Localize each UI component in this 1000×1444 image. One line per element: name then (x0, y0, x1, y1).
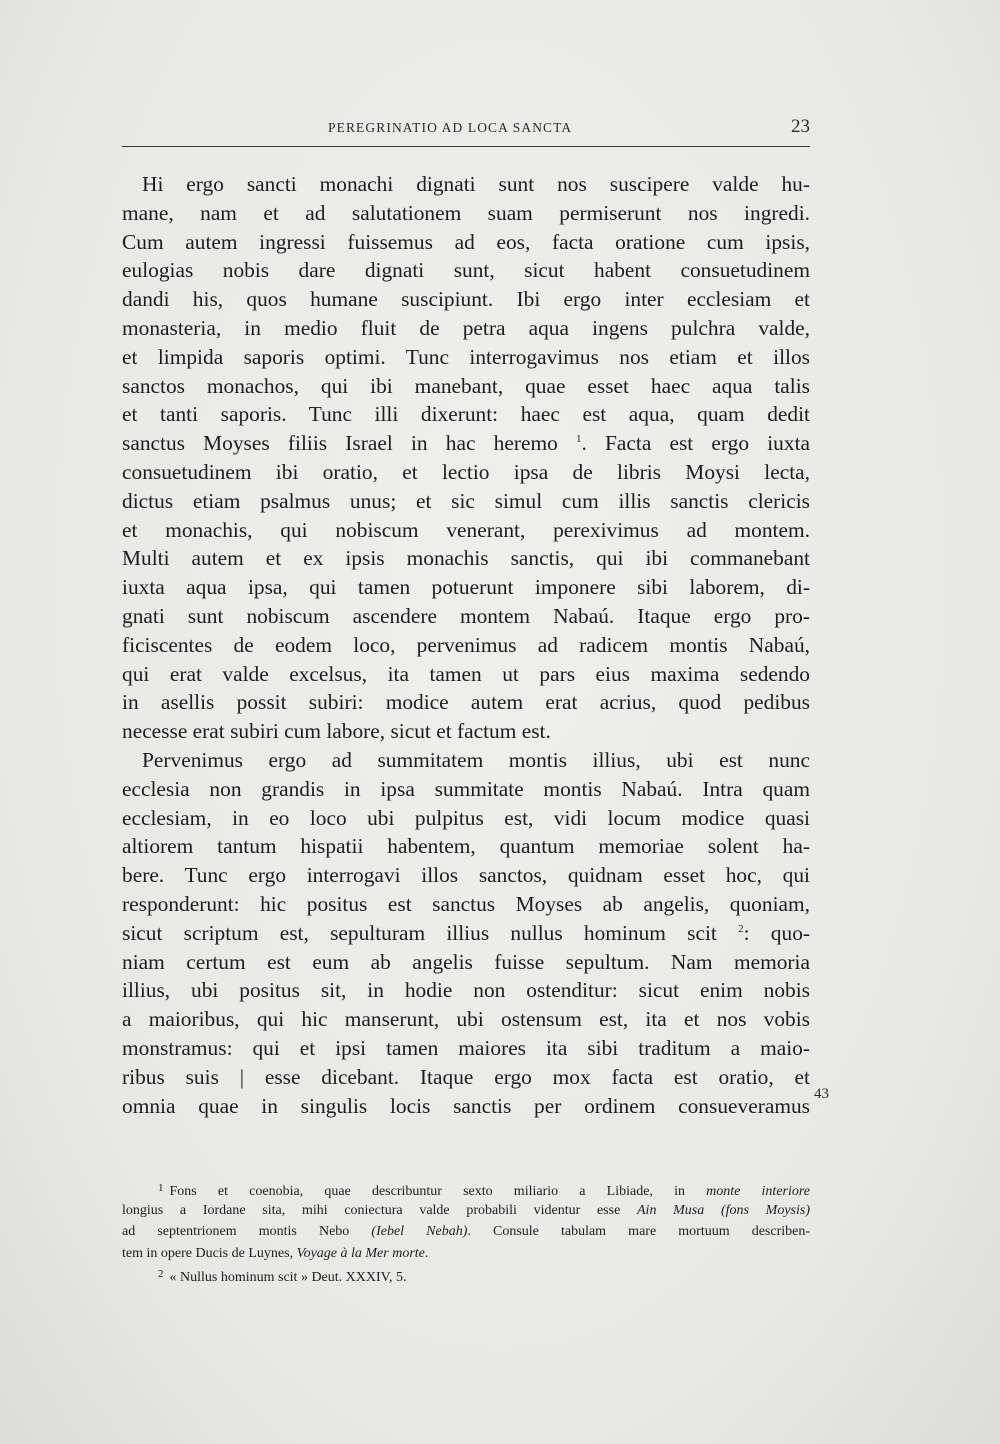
page-number: 23 (791, 116, 810, 137)
text-segment: : quo- (743, 920, 811, 945)
footnote-line (122, 1178, 810, 1200)
text-line: omnia quae in singulis locis sanctis per ordinem consueveramus (122, 1093, 810, 1118)
page-header (122, 118, 810, 146)
running-title: PEREGRINATIO AD LOCA SANCTA (328, 120, 573, 135)
italic-segment: Ain Musa (fons Moysis) (637, 1202, 810, 1218)
text-line: dictus etiam psalmus unus; et sic simul cum illis sanctis clericis (122, 488, 810, 513)
text-segment: . Consule tabulam mare mortuum describen- (467, 1224, 811, 1239)
text-line: consuetudinem ibi oratio, et lectio ipsa de libris Moysi lecta, (122, 459, 810, 484)
footnote-mark: 1 (158, 1182, 164, 1194)
text-segment: sicut scriptum est, sepulturam illius nullus hominum scit (122, 920, 717, 945)
text-line: qui erat valde excelsus, ita tamen ut pars eius maxima sedendo (122, 661, 810, 686)
main-text (122, 170, 810, 1120)
text-line: Pervenimus ergo ad summitatem montis illius, ubi est nunc (142, 747, 810, 772)
text-segment: . (424, 1245, 429, 1261)
text-line: niam certum est eum ab angelis fuisse sepultum. Nam memoria (122, 949, 810, 974)
italic-segment: monte interiore (706, 1184, 811, 1199)
text-line: responderunt: hic positus est sanctus Moyses ab angelis, quoniam, (122, 891, 810, 916)
text-line: ecclesiam, in eo loco ubi pulpitus est, vidi locum modice quasi (122, 805, 810, 830)
text-segment: « Nullus hominum scit » Deut. XXXIV, 5. (169, 1270, 407, 1285)
text-line: altiorem tantum hispatii habentem, quantum memoriae solent ha- (122, 834, 810, 859)
text-line: gnati sunt nobiscum ascendere montem Nabaú. Itaque ergo pro- (122, 603, 810, 628)
text-segment: sanctus Moyses filiis Israel in hac heremo (122, 431, 558, 456)
text-line: et tanti saporis. Tunc illi dixerunt: haec est aqua, quam dedit (122, 402, 810, 427)
text-line: iuxta aqua ipsa, qui tamen potuerunt imponere sibi laborem, di- (122, 575, 810, 600)
text-line: a maioribus, qui hic manserunt, ubi ostensum est, ita et nos vobis (122, 1007, 810, 1032)
margin-line-number: 43 (814, 1086, 829, 1102)
text-segment: . Facta est ergo iuxta (581, 431, 811, 456)
text-line: ficiscentes de eodem loco, pervenimus ad radicem montis Nabaú, (122, 632, 810, 657)
text-line: Cum autem ingressi fuissemus ad eos, facta oratione cum ipsis, (122, 229, 810, 254)
text-line: et monachis, qui nobiscum venerant, perexivimus ad montem. (122, 517, 810, 542)
footnote-line (122, 1264, 810, 1286)
text-line: Hi ergo sancti monachi dignati sunt nos suscipere valde hu- (142, 172, 810, 196)
text-line: Multi autem et ex ipsis monachis sanctis, qui ibi commanebant (122, 546, 810, 571)
text-line (122, 429, 810, 458)
text-line: bere. Tunc ergo interrogavi illos sanctos, quidnam esset hoc, qui (122, 863, 810, 888)
text-segment: Fons et coenobia, quae describuntur sexto miliario a Libiade, in (169, 1184, 707, 1199)
text-line: et limpida saporis optimi. Tunc interrogavimus nos etiam et illos (122, 344, 810, 369)
footnote-ref: 1 (575, 433, 582, 446)
text-line: monstramus: qui et ipsi tamen maiores ita sibi traditum a maio- (122, 1035, 810, 1060)
italic-segment: Voyage à la Mer morte (296, 1245, 425, 1261)
text-line: necesse erat subiri cum labore, sicut et factum est. (122, 719, 551, 744)
text-line: ecclesia non grandis in ipsa summitate montis Nabaú. Intra quam (122, 776, 810, 801)
text-line: in asellis possit subiri: modice autem erat acrius, quod pedibus (122, 690, 810, 715)
text-line: dandi his, quos humane suscipiunt. Ibi ergo inter ecclesiam et (122, 287, 810, 312)
text-line: illius, ubi positus sit, in hodie non ostenditur: sicut enim nobis (122, 978, 810, 1003)
text-line (122, 919, 810, 948)
text-line: mane, nam et ad salutationem suam permiserunt nos ingredi. (122, 200, 810, 225)
text-segment: ad septentrionem montis Nebo (122, 1224, 372, 1239)
text-line: monasteria, in medio fluit de petra aqua ingens pulchra valde, (122, 315, 810, 340)
footnote-line (122, 1221, 810, 1243)
text-line: eulogias nobis dare dignati sunt, sicut habent consuetudinem (122, 258, 810, 283)
italic-segment: (Iebel Nebah) (371, 1224, 468, 1239)
text-line: sanctos monachos, qui ibi manebant, quae esset haec aqua talis (122, 373, 810, 398)
text-line: ribus suis | esse dicebant. Itaque ergo mox facta est oratio, et (122, 1064, 810, 1089)
footnote-ref: 2 (738, 922, 744, 935)
footnote-mark: 2 (158, 1268, 164, 1280)
footnote-line (122, 1243, 810, 1265)
footnotes (122, 1178, 810, 1286)
header-rule (122, 146, 810, 147)
text-segment: longius a Iordane sita, mihi coniectura valde probabili videntur esse (122, 1202, 637, 1218)
text-segment: tem in opere Ducis de Luynes, (122, 1245, 297, 1261)
footnote-line (122, 1200, 810, 1222)
